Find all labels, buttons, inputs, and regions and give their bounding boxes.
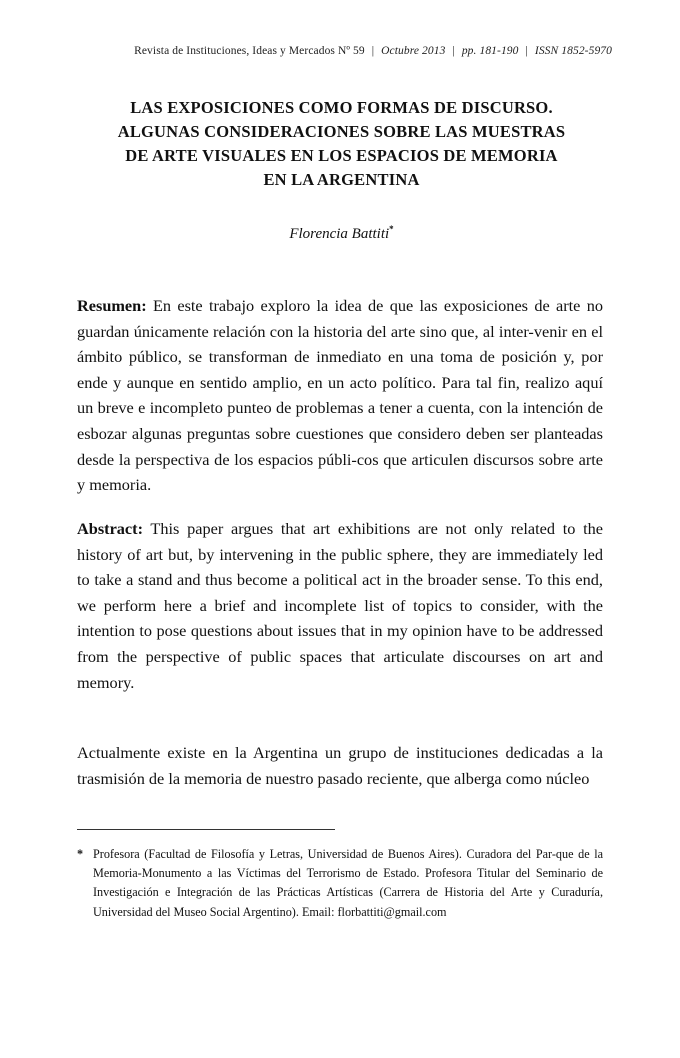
body-paragraph: Actualmente existe en la Argentina un grupo de instituciones dedicadas a la trasmisión de la memoria de nuestro pasado reciente, que alberga como núcleo [77, 743, 603, 788]
author-name: Florencia Battiti [289, 226, 390, 242]
title-line: LAS EXPOSICIONES COMO FORMAS DE DISCURSO. [130, 98, 553, 117]
page-range: pp. 181-190 [461, 45, 519, 57]
resumen-text: En este trabajo exploro la idea de que las exposiciones de arte no guardan únicamente relación con la historia del arte sino que, al inter-venir en el ámbito público, se transforman de inmediato en una toma de posición y, por ende y aunque en sentido amplio, en un acto político. Para tal fin, realizo aquí un breve e incompleto punteo de problemas a tener a cuenta, con la intención de esbozar algunas preguntas sobre cuestiones que considero deben ser planteadas desde la perspectiva de los espacios públi-cos que articulen discursos sobre arte y memoria. [77, 296, 603, 495]
issn: ISSN 1852-5970 [534, 45, 612, 57]
title-line: DE ARTE VISUALES EN LOS ESPACIOS DE MEMORIA [125, 146, 558, 165]
author-byline [70, 224, 613, 243]
running-head [0, 45, 612, 57]
footnote-divider [77, 829, 335, 830]
abstract-label: Abstract: [77, 519, 144, 538]
issue-date: Octubre 2013 [381, 45, 446, 57]
footnote-mark: * [77, 847, 84, 861]
footnote [77, 845, 603, 922]
title-line: EN LA ARGENTINA [263, 170, 420, 189]
abstract-text: This paper argues that art exhibitions are not only related to the history of art but, by intervening in the public sphere, they are immediately led to take a stand and thus become a political act in the broader sense. To this end, we perform here a brief and incomplete list of topics to consider, with the intention to pose questions about issues that in my opinion have to be addressed from the perspective of public spaces that articulate discourses on art and memory. [77, 519, 603, 692]
resumen-label: Resumen: [77, 296, 147, 315]
abstract-paragraph [77, 516, 603, 695]
journal-name: Revista de Instituciones, Ideas y Mercados Nº 59 [134, 45, 365, 57]
separator: | [525, 45, 528, 57]
separator: | [371, 45, 375, 57]
footnote-text: Profesora (Facultad de Filosofía y Letras, Universidad de Buenos Aires). Curadora del Par-que de la Memoria-Monumento a las Víctimas del Terrorismo de Estado. Profesora Titular del Seminario de Investigación e Integración de las Prácticas Artísticas (Carrera de Historia del Arte y Curaduría, Universidad del Museo Social Argentino). Email: florbattiti@gmail.com [93, 847, 603, 919]
footnote-mark: * [389, 224, 394, 234]
article-title [70, 96, 613, 192]
separator: | [452, 45, 455, 57]
resumen-paragraph [77, 293, 603, 498]
title-line: ALGUNAS CONSIDERACIONES SOBRE LAS MUESTRAS [117, 122, 566, 141]
